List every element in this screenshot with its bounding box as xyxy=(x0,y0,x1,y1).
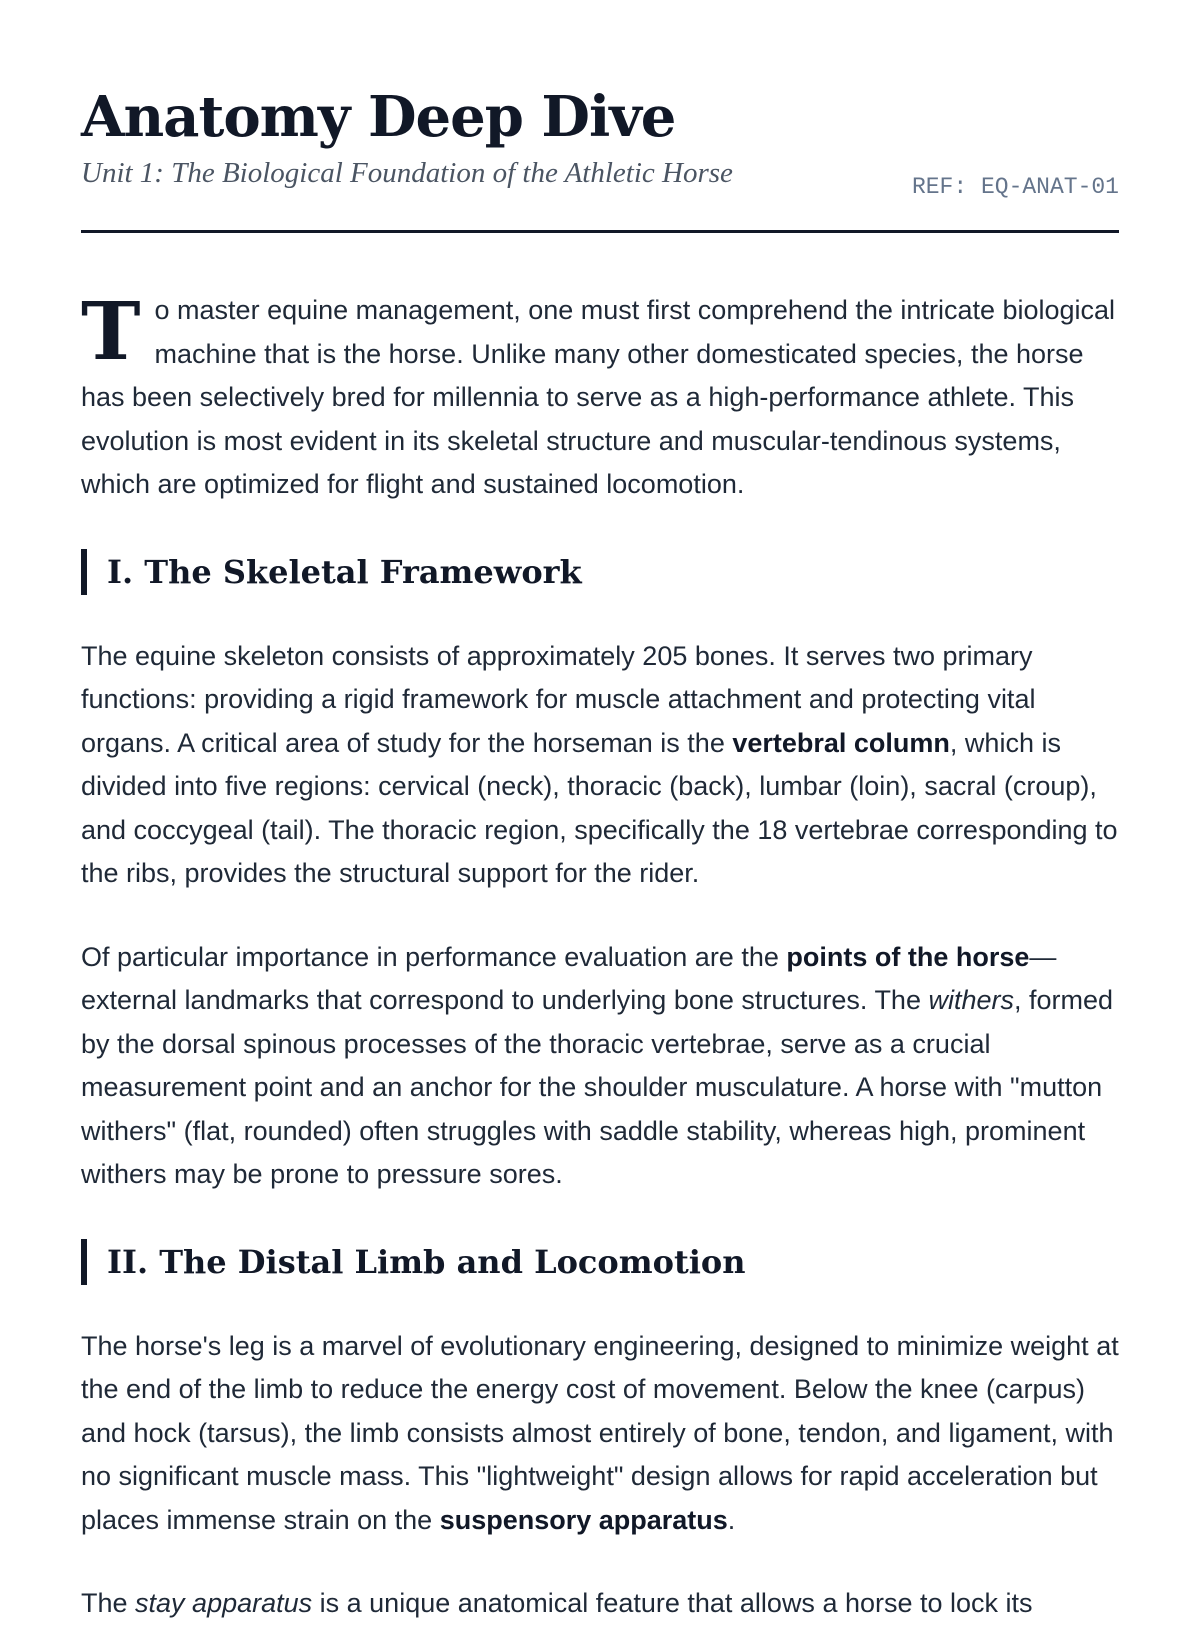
text-run: is a unique anatomical feature that allows a horse to lock its xyxy=(312,1588,1033,1618)
bold-term: vertebral column xyxy=(732,727,950,758)
drop-cap: T xyxy=(81,284,141,378)
page-title: Anatomy Deep Dive xyxy=(81,84,676,150)
italic-term: stay apparatus xyxy=(135,1588,313,1618)
text-run: , formed by the dorsal spinous processes of the thoracic vertebrae, serve as a crucial measurement point and an anchor for the shoulder musculature. A horse with "mutton withers" (flat, rounded) often struggles with saddle stability, whereas high, prominent withers may be prone to pressure sores. xyxy=(81,985,1114,1189)
text-run: The horse's leg is a marvel of evolutionary engineering, designed to minimize weight at the end of the limb to reduce the energy cost of movement. Below the knee (carpus) and hock (tarsus), the limb consists almost entirely of bone, tendon, and ligament, with no significant muscle mass. This "lightweight" design allows for rapid acceleration but places immense strain on the xyxy=(81,1330,1119,1535)
reference-code: REF: EQ-ANAT-01 xyxy=(911,174,1119,200)
text-run: . xyxy=(727,1504,736,1535)
distal-paragraph-1 xyxy=(81,1325,1119,1543)
italic-term: withers xyxy=(928,985,1014,1015)
skeletal-paragraph-1 xyxy=(81,635,1119,896)
text-run: The xyxy=(81,1588,136,1618)
distal-paragraph-2 xyxy=(81,1582,1119,1626)
section-heading-distal-limb: II. The Distal Limb and Locomotion xyxy=(81,1239,1119,1285)
text-run: , which is divided into five regions: cervical (neck), thoracic (back), lumbar (loin), sacral (croup), and coccygeal (tail). The thoracic region, specifically the 18 vertebrae corresponding to the ribs, provides the structural support for the rider. xyxy=(81,727,1118,888)
bold-term: points of the horse xyxy=(786,941,1030,972)
intro-paragraph xyxy=(81,284,1119,507)
bold-term: suspensory apparatus xyxy=(439,1504,728,1535)
intro-text: o master equine management, one must first comprehend the intricate biological machine that is the horse. Unlike many other domesticated species, the horse has been selectively bred for millennia to serve as a high-performance athlete. This evolution is most evident in its skeletal structure and muscular-tendinous systems, which are optimized for flight and sustained locomotion. xyxy=(81,295,1116,499)
document-header xyxy=(81,0,1119,233)
section-heading-skeletal: I. The Skeletal Framework xyxy=(81,549,1119,595)
text-run: The equine skeleton consists of approximately 205 bones. It serves two primary functions: providing a rigid framework for muscle attachment and protecting vital organs. A critical area of study for the horseman is the xyxy=(81,640,1036,758)
page-subtitle: Unit 1: The Biological Foundation of the Athletic Horse xyxy=(81,157,733,189)
text-run: —external landmarks that correspond to underlying bone structures. The xyxy=(81,941,1057,1015)
skeletal-paragraph-2 xyxy=(81,936,1119,1197)
text-run: Of particular importance in performance evaluation are the xyxy=(81,941,787,972)
